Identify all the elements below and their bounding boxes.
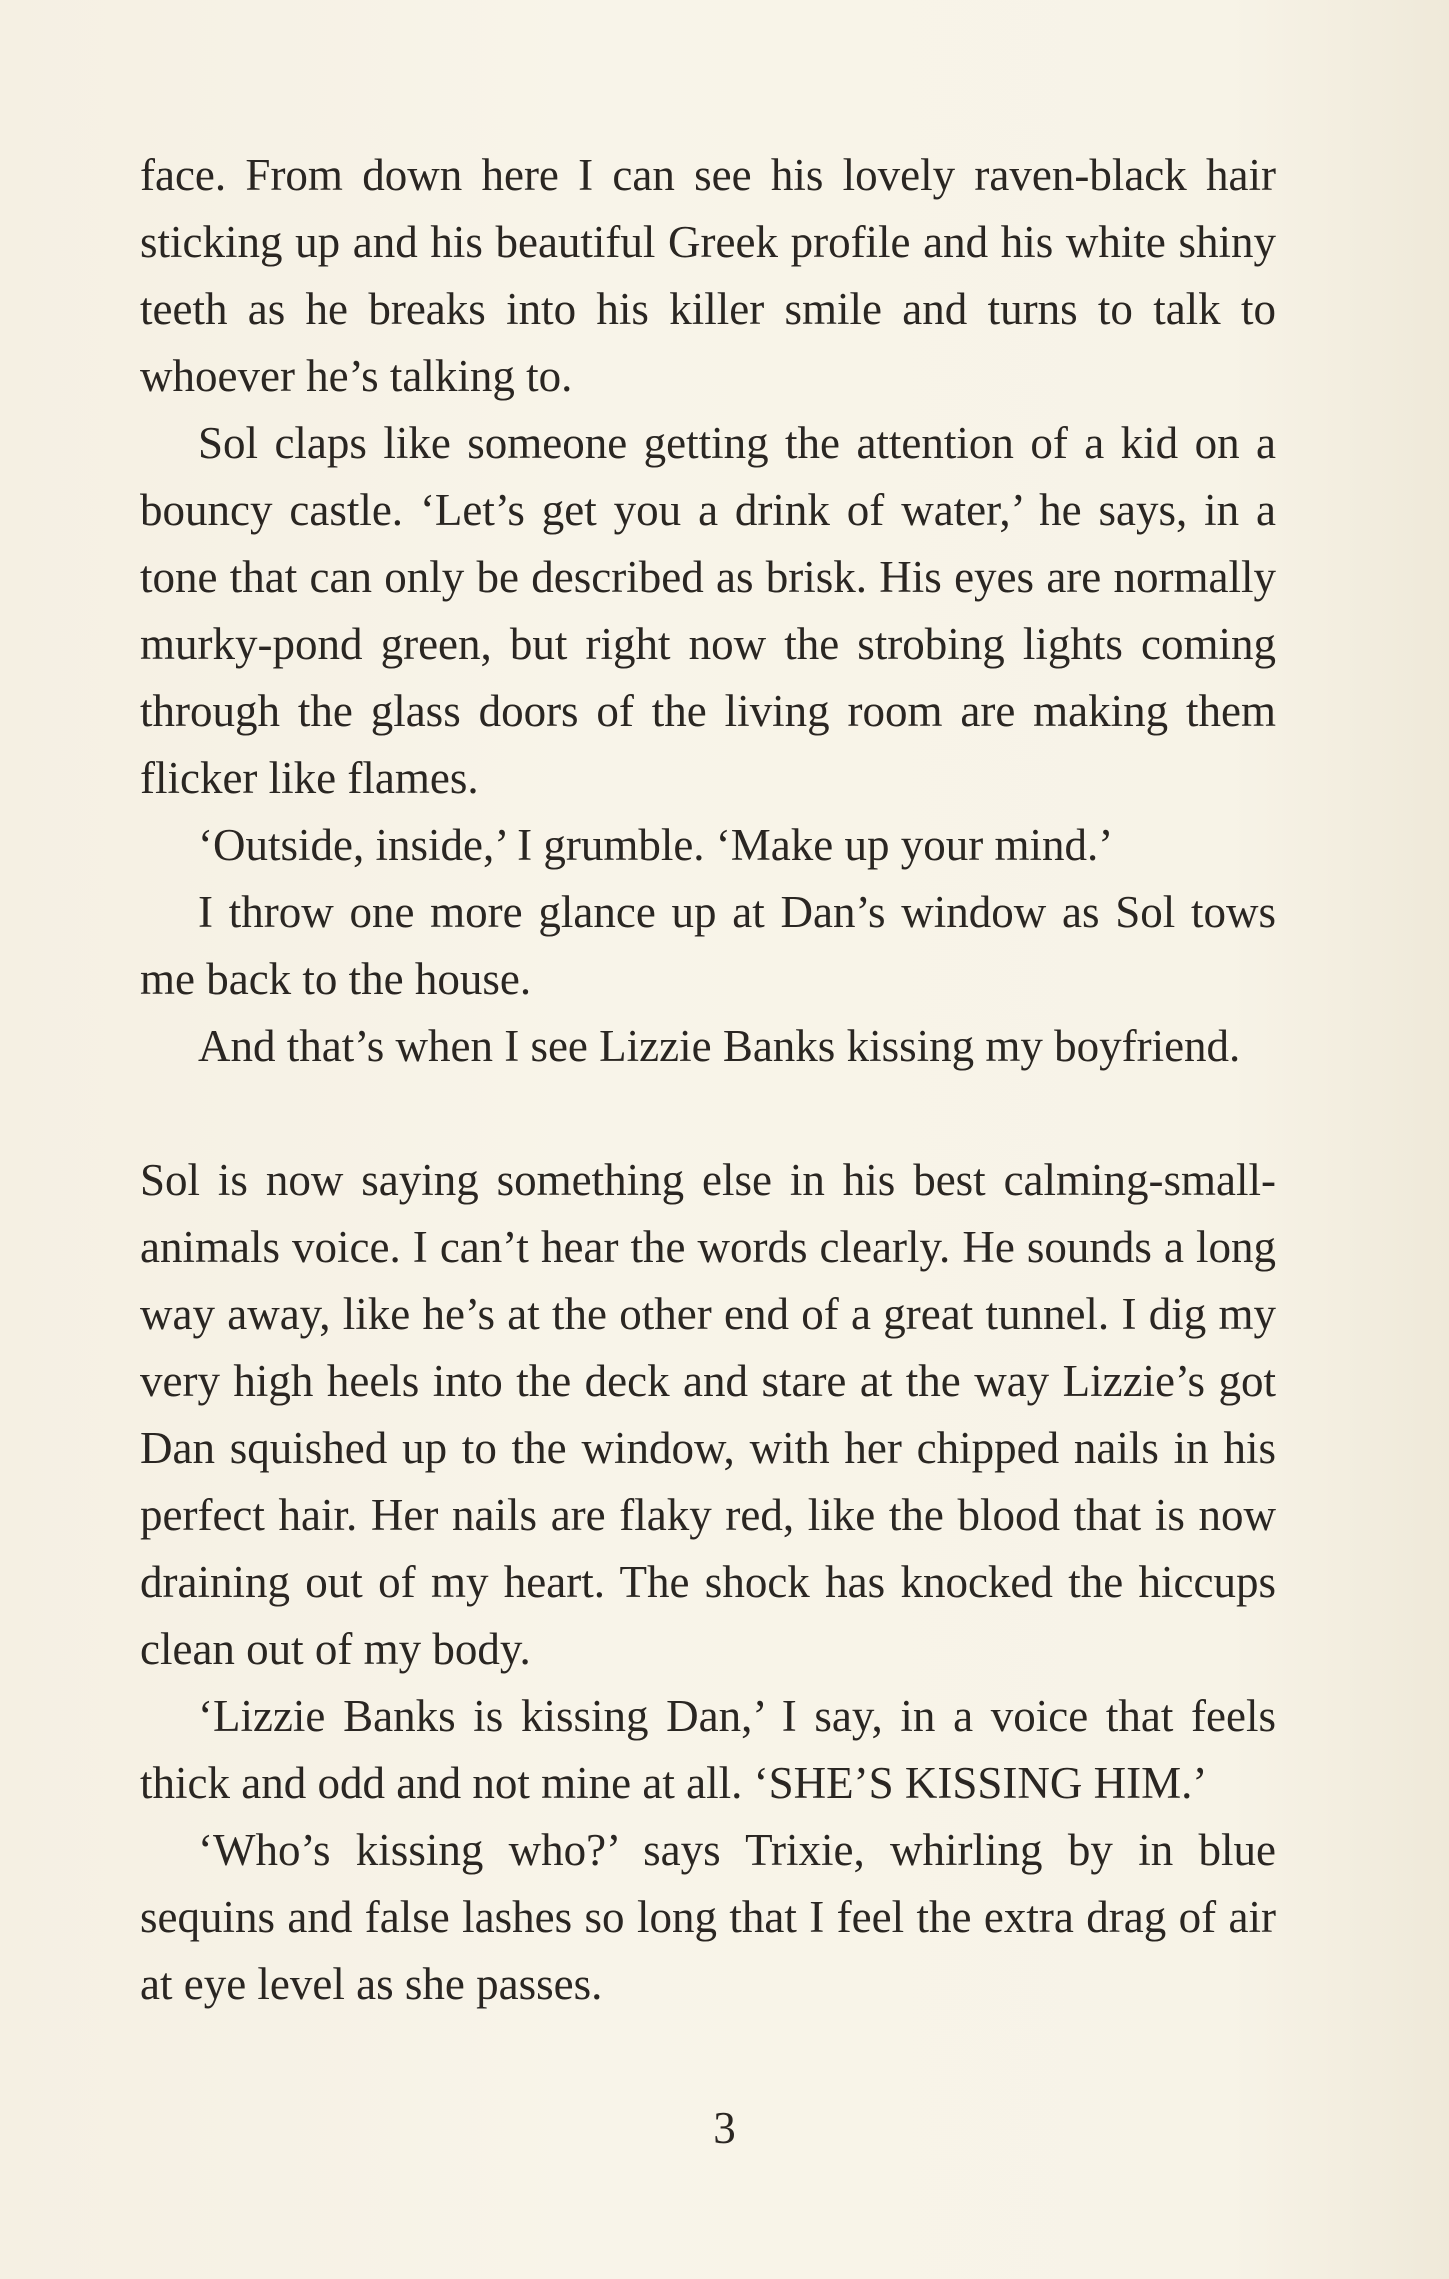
paragraph: Sol is now saying something else in his best calming-small-animals voice. I can’t hear the words clearly. He sounds a long way away, like he’s at the other end of a great tunnel. I dig my very high heels into the deck and stare at the way Lizzie’s got Dan squished up to the window, with her chipped nails in his perfect hair. Her nails are flaky red, like the blood that is now draining out of my heart. The shock has knocked the hiccups clean out of my body. xyxy=(140,1155,1276,1674)
body-text xyxy=(140,142,1276,2018)
paragraph: ‘Outside, inside,’ I grumble. ‘Make up your mind.’ xyxy=(198,820,1114,870)
paragraph: ‘Lizzie Banks is kissing Dan,’ I say, in a voice that feels thick and odd and not mine at all. ‘SHE’S KISSING HIM.’ xyxy=(140,1691,1276,1808)
page-number: 3 xyxy=(713,2103,736,2153)
paragraph: And that’s when I see Lizzie Banks kissing my boyfriend. xyxy=(198,1021,1241,1071)
paragraph: face. From down here I can see his lovely raven-black hair sticking up and his beautiful Greek profile and his white shiny teeth as he breaks into his killer smile and turns to talk to whoever he’s talking to. xyxy=(140,150,1276,401)
paragraph: I throw one more glance up at Dan’s window as Sol tows me back to the house. xyxy=(140,887,1276,1004)
paragraph: ‘Who’s kissing who?’ says Trixie, whirling by in blue sequins and false lashes so long that I feel the extra drag of air at eye level as she passes. xyxy=(140,1825,1276,2009)
section-break xyxy=(140,1080,1276,1147)
paragraph: Sol claps like someone getting the attention of a kid on a bouncy castle. ‘Let’s get you a drink of water,’ he says, in a tone that can only be described as brisk. His eyes are normally murky-pond green, but right now the strobing lights coming through the glass doors of the living room are making them flicker like flames. xyxy=(140,418,1276,803)
